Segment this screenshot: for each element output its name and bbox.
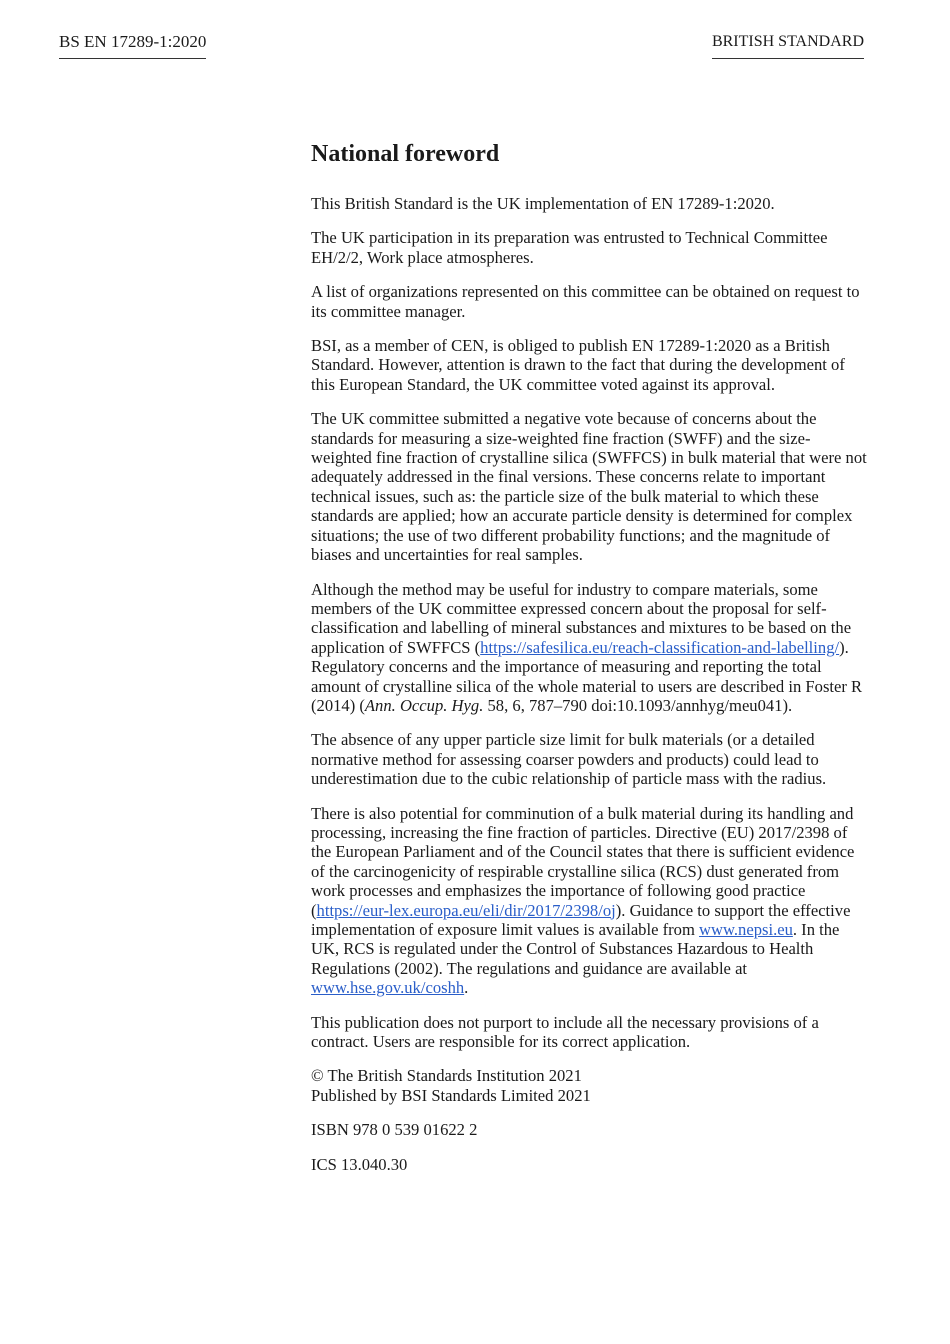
link-hse-coshh[interactable]: www.hse.gov.uk/coshh <box>311 978 465 998</box>
paragraph-disclaimer: This publication does not purport to include all the necessary provisions of a contract. Users are responsible for its correct application. <box>311 1012 819 1052</box>
isbn: ISBN 978 0 539 01622 2 <box>311 1120 478 1140</box>
paragraph-cen-obligation: BSI, as a member of CEN, is obliged to publish EN 17289-1:2020 as a British Standard. However, attention is drawn to the fact that during the development of this European Standard, the UK committee voted against its approval. <box>311 336 845 394</box>
paragraph-self-classification <box>311 580 871 716</box>
paragraph-negative-vote: The UK committee submitted a negative vote because of concerns about the standards for measuring a size-weighted fine fraction (SWFF) and the size-weighted fine fraction of crystalline silica (SWFFCS) in bulk material that were not adequately addressed in the final versions. These concerns relate to important technical issues, such as: the particle size of the bulk material to which these standards are applied; how an accurate particle density is determined for complex situations; the use of two different probability functions; and the magnitude of biases and uncertainties for real samples. <box>311 409 867 565</box>
ics: ICS 13.040.30 <box>311 1154 408 1174</box>
copyright-block <box>311 1066 871 1105</box>
text-segment: . In the UK, RCS is regulated under the Control of Substances Hazardous to Health Regulations (2002). The regulations and guidance are available at <box>311 920 840 978</box>
link-eur-lex[interactable]: https://eur-lex.europa.eu/eli/dir/2017/2398/oj <box>316 900 616 920</box>
page-title: National foreword <box>311 141 500 167</box>
link-safesilica[interactable]: https://safesilica.eu/reach-classification-and-labelling/ <box>480 637 840 657</box>
paragraph-organizations: A list of organizations represented on this committee can be obtained on request to its committee manager. <box>311 282 860 321</box>
text-segment: There is also potential for comminution of a bulk material during its handling and processing, increasing the fine fraction of particles. Directive (EU) 2017/2398 of the European Parliament and of the Council states that there is sufficient evidence of the carcinogenicity of respirable crystalline silica (RCS) dust generated from work processes and emphasizes the importance of following good practice ( <box>311 803 855 920</box>
paragraph-comminution <box>311 804 871 998</box>
text-segment: 58, 6, 787–790 doi:10.1093/annhyg/meu041). <box>483 695 793 715</box>
text-segment: ). Regulatory concerns and the importance of measuring and reporting the total amount of crystalline silica of the whole material to users are described in Foster R (2014) ( <box>311 637 863 715</box>
published-line: Published by BSI Standards Limited 2021 <box>311 1085 591 1105</box>
link-nepsi[interactable]: www.nepsi.eu <box>699 920 793 939</box>
journal-name: Ann. Occup. Hyg. <box>364 695 484 715</box>
text-segment: ). Guidance to support the effective implementation of exposure limit values is available from <box>311 900 851 939</box>
paragraph-participation: The UK participation in its preparation was entrusted to Technical Committee EH/2/2, Work place atmospheres. <box>311 228 828 267</box>
copyright-line: © The British Standards Institution 2021 <box>311 1066 582 1086</box>
foreword-body <box>311 140 871 1189</box>
text-segment: Although the method may be useful for industry to compare materials, some members of the UK committee expressed concern about the proposal for self-classification and labelling of mineral substances and mixtures to be based on the application of SWFFCS ( <box>311 579 852 657</box>
header-label: BRITISH STANDARD <box>712 31 864 59</box>
paragraph-particle-size-limit: The absence of any upper particle size limit for bulk materials (or a detailed normative method for assessing coarser powders and products) could lead to underestimation due to the cubic relationship of particle mass with the radius. <box>311 730 827 789</box>
header-document-id: BS EN 17289-1:2020 <box>59 31 206 59</box>
paragraph-implementation: This British Standard is the UK implementation of EN 17289-1:2020. <box>311 194 775 213</box>
text-segment: . <box>464 978 469 998</box>
